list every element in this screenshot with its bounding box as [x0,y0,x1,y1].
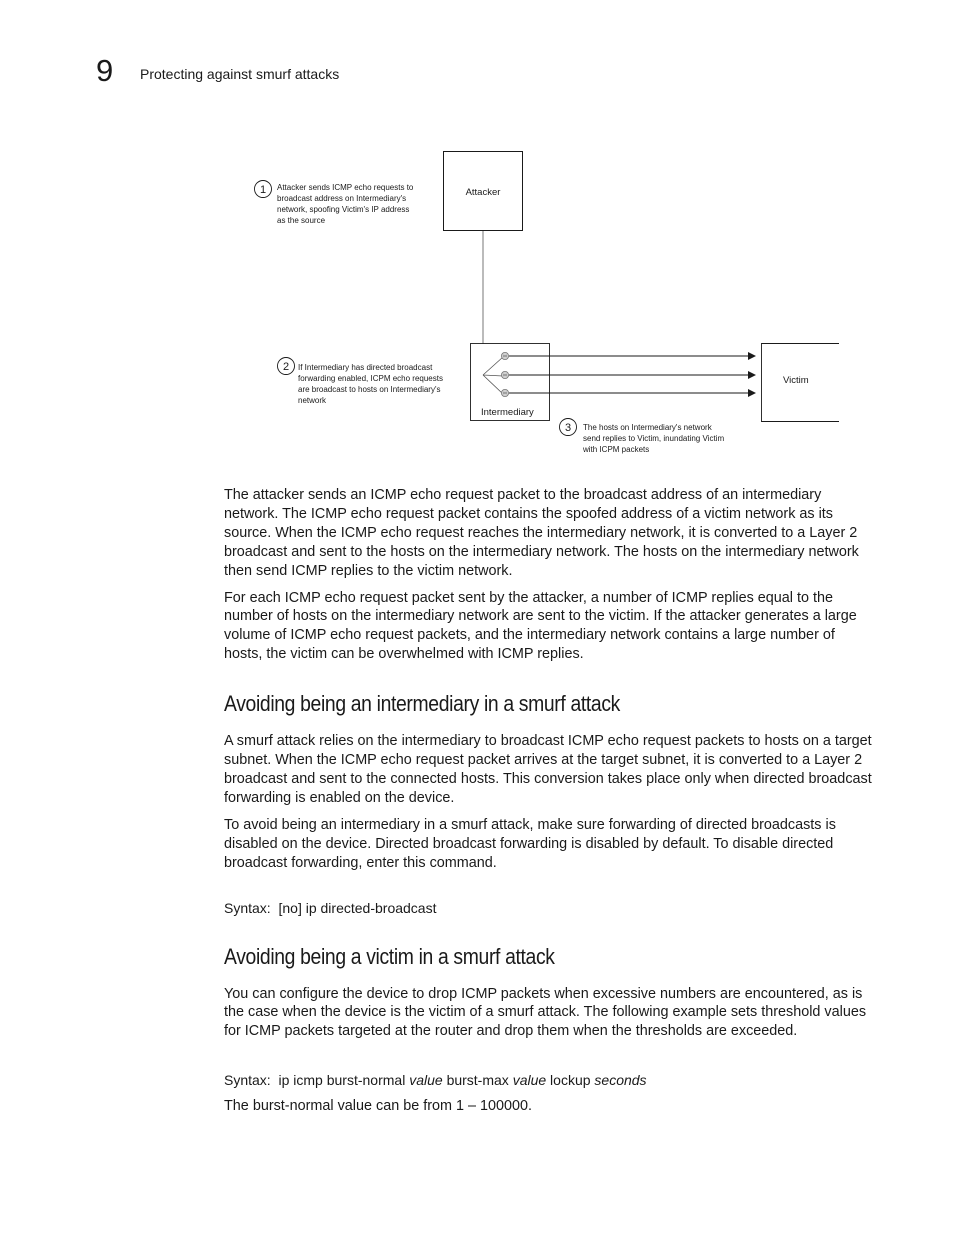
note-keyword: burst-normal [252,1098,334,1115]
syntax-variable: value [512,1072,547,1089]
note-suffix: value can be from 1 – 100000. [337,1098,533,1115]
step-3-number: 3 [564,422,572,434]
syntax-keyword: burst-max [446,1072,509,1089]
host-icon [501,371,508,378]
syntax-label: Syntax: [224,1072,271,1089]
syntax-command: ip directed-broadcast [305,899,437,916]
step-2-text: If Intermediary has directed broadcast forwarding enabled, ICPM echo requests are broadcast to hosts on Intermediary's network [298,363,443,405]
syntax-directed-broadcast [224,899,872,917]
syntax-variable: seconds [594,1072,647,1089]
section-heading-intermediary: Avoiding being an intermediary in a smurf attack [224,691,620,717]
syntax-keyword: lockup [550,1072,591,1089]
smurf-attack-diagram [250,148,845,460]
chapter-number: 9 [96,53,114,88]
victim-paragraph-1: You can configure the device to drop ICMP packets when excessive numbers are encountered, as is the case when the device is the victim of a smurf attack. The following example sets threshold values for ICMP packets targeted at the router and drop them when the thresholds are exceeded. [224,985,867,1040]
syntax-label: Syntax: [224,899,271,916]
victim-label: Victim [783,375,809,386]
intermediary-label: Intermediary [481,407,534,418]
intermediary-paragraph-1: A smurf attack relies on the intermediary to broadcast ICMP echo request packets to hosts on a target subnet. When the ICMP echo request packet arrives at the target subnet, it is converted to a Layer 2 broadcast and sent to the connected hosts. This conversion takes place only when directed broadcast forwarding is enabled on the device. [224,733,872,806]
attacker-label: Attacker [465,187,501,198]
main-content [224,486,872,1131]
syntax-bracket-open: [ [278,899,283,916]
note-prefix: The [224,1098,249,1115]
running-header-title: Protecting against smurf attacks [140,66,340,82]
burst-normal-note [224,1097,872,1116]
intro-paragraph-2: For each ICMP echo request packet sent by the attacker, a number of ICMP replies equal to the number of hosts on the intermediary network are sent to the victim. If the attacker generates a large volume of ICMP echo request packets, and the intermediary network contains a large number of hosts, the victim can be overwhelmed with ICMP replies. [224,589,857,663]
step-1-text: Attacker sends ICMP echo requests to broadcast address on Intermediary's network, spoofing Victim's IP address as the source [277,183,414,225]
syntax-bracket-close: ] [297,899,302,916]
syntax-command: ip icmp burst-normal [278,1072,406,1089]
intro-paragraph-1: The attacker sends an ICMP echo request packet to the broadcast address of an intermediary network. The ICMP echo request packet contains the spoofed address of a victim network as its source. When the ICMP echo request reaches the intermediary network, it is converted to a Layer 2 broadcast and sent to the hosts on the intermediary network. The hosts on the intermediary network then send ICMP replies to the victim network. [224,487,859,579]
step-2-number: 2 [282,361,290,373]
syntax-no-keyword: no [282,899,298,916]
step-3-text: The hosts on Intermediary's network send replies to Victim, inundating Victim with ICPM packets [583,423,725,454]
syntax-variable: value [409,1072,443,1089]
syntax-icmp-burst [224,1071,872,1089]
host-icon [501,352,508,359]
step-1-number: 1 [259,184,267,196]
intermediary-paragraph-2: To avoid being an intermediary in a smurf attack, make sure forwarding of directed broadcasts is disabled on the device. Directed broadcast forwarding is disabled by default. To disable directed broadcast forwarding, enter this command. [224,816,836,871]
section-heading-victim: Avoiding being a victim in a smurf attack [224,943,555,969]
host-icon [501,389,508,396]
